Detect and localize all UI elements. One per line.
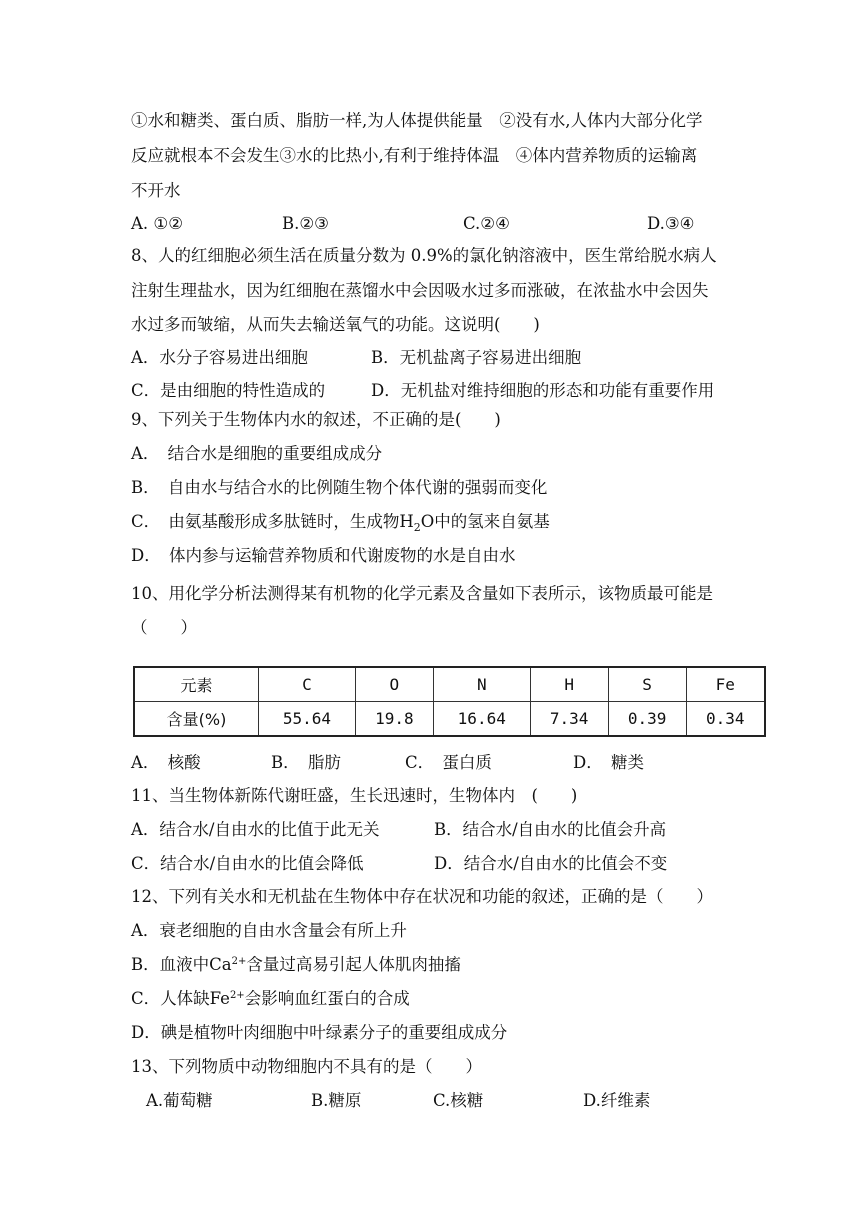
q12-option-b-text: B．血液中Ca: [131, 955, 232, 974]
q9-option-c: [131, 511, 550, 535]
element-content-table: [133, 666, 766, 737]
q7-line-1: ①水和糖类、蛋白质、脂肪一样,为人体提供能量 ②没有水,人体内大部分化学: [131, 111, 703, 130]
table-cell: 元素: [134, 667, 259, 702]
table-cell: 含量(%): [134, 702, 259, 737]
table-cell: 16.64: [433, 702, 530, 737]
q13-option-d: D.纤维素: [583, 1091, 651, 1110]
table-cell: 0.34: [686, 702, 765, 737]
q9-option-c-text: C． 由氨基酸形成多肽链时，生成物H: [131, 512, 414, 531]
q10-option-a: A． 核酸: [131, 753, 201, 772]
table-cell: H: [530, 667, 608, 702]
q8-line-1: 8、人的红细胞必须生活在质量分数为 0.9%的氯化钠溶液中，医生常给脱水病人: [131, 246, 717, 265]
q9-stem: 9、下列关于生物体内水的叙述，不正确的是( ): [131, 410, 501, 429]
q10-option-c: C． 蛋白质: [405, 753, 492, 772]
q9-option-b: B． 自由水与结合水的比例随生物个体代谢的强弱而变化: [131, 478, 548, 497]
superscript-charge: 2+: [231, 956, 247, 967]
q11-stem: 11、当生物体新陈代谢旺盛，生长迅速时，生物体内 ( ): [131, 786, 578, 805]
q10-line-2: （ ）: [131, 618, 197, 637]
q13-option-a: A.葡萄糖: [146, 1091, 213, 1110]
q11-option-b: B．结合水/自由水的比值会升高: [434, 820, 667, 839]
q9-option-c-text-end: O中的氢来自氨基: [420, 512, 550, 531]
q7-option-b: B.②③: [282, 214, 329, 233]
q12-option-a: A．衰老细胞的自由水含量会有所上升: [131, 921, 407, 940]
table-row: [134, 667, 765, 702]
table-cell: O: [355, 667, 433, 702]
q12-option-d: D．碘是植物叶肉细胞中叶绿素分子的重要组成成分: [131, 1023, 508, 1042]
table-cell: 55.64: [259, 702, 356, 737]
subscript-2: 2: [413, 521, 421, 534]
q12-option-b-text-end: 含量过高易引起人体肌肉抽搐: [246, 955, 461, 974]
q10-line-1: 10、用化学分析法测得某有机物的化学元素及含量如下表所示，该物质最可能是: [131, 584, 713, 603]
q9-option-a: A． 结合水是细胞的重要组成成分: [131, 444, 383, 463]
q9-option-d: D． 体内参与运输营养物质和代谢废物的水是自由水: [131, 546, 516, 565]
q8-option-b: B．无机盐离子容易进出细胞: [371, 348, 582, 367]
q13-option-c: C.核糖: [433, 1091, 484, 1110]
q7-option-d: D.③④: [647, 214, 695, 233]
table-cell: N: [433, 667, 530, 702]
table-cell: C: [259, 667, 356, 702]
q7-line-3: 不开水: [131, 181, 181, 200]
q10-option-d: D． 糖类: [573, 753, 644, 772]
q12-option-c: [131, 988, 410, 1010]
table-cell: Fe: [686, 667, 765, 702]
superscript-charge: 2+: [229, 990, 245, 1001]
q8-option-d: D．无机盐对维持细胞的形态和功能有重要作用: [371, 381, 715, 400]
q12-stem: 12、下列有关水和无机盐在生物体中存在状况和功能的叙述，正确的是（ ）: [131, 887, 713, 906]
q8-line-3: 水过多而皱缩，从而失去输送氧气的功能。这说明( ): [131, 315, 540, 334]
q8-option-a: A．水分子容易进出细胞: [131, 348, 308, 367]
q11-option-c: C．结合水/自由水的比值会降低: [131, 854, 364, 873]
q13-option-b: B.糖原: [311, 1091, 362, 1110]
q10-option-b: B． 脂肪: [271, 753, 341, 772]
q13-stem: 13、下列物质中动物细胞内不具有的是（ ）: [131, 1057, 482, 1076]
q12-option-c-text: C．人体缺Fe: [131, 989, 230, 1008]
q7-option-a: A. ①②: [131, 214, 183, 233]
q8-option-c: C．是由细胞的特性造成的: [131, 381, 326, 400]
table-cell: S: [608, 667, 686, 702]
q11-option-d: D．结合水/自由水的比值会不变: [434, 854, 668, 873]
q7-option-c: C.②④: [463, 214, 510, 233]
q12-option-c-text-end: 会影响血红蛋白的合成: [244, 989, 410, 1008]
table-cell: 0.39: [608, 702, 686, 737]
q12-option-b: [131, 954, 461, 976]
table-cell: 7.34: [530, 702, 608, 737]
q7-line-2: 反应就根本不会发生③水的比热小,有利于维持体温 ④体内营养物质的运输离: [131, 146, 698, 165]
table-row: [134, 702, 765, 737]
table-cell: 19.8: [355, 702, 433, 737]
q11-option-a: A．结合水/自由水的比值于此无关: [131, 820, 380, 839]
q8-line-2: 注射生理盐水，因为红细胞在蒸馏水中会因吸水过多而涨破，在浓盐水中会因失: [131, 281, 709, 300]
